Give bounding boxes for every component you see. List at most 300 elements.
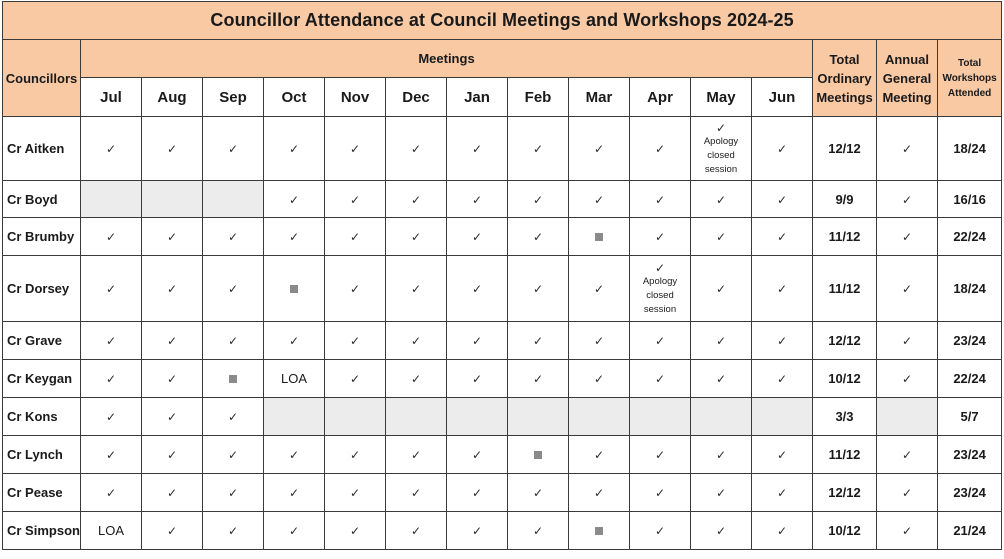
attended-cell: [569, 436, 630, 474]
month-header-dec: Dec: [386, 78, 447, 117]
table-title: Councillor Attendance at Council Meetings and Workshops 2024-25: [3, 2, 1002, 40]
month-header-jul: Jul: [81, 78, 142, 117]
apology-cell: [691, 117, 752, 181]
tick-icon: ✓: [654, 486, 666, 500]
attended-cell: [264, 117, 325, 181]
attended-cell: [203, 398, 264, 436]
tick-icon: ✓: [532, 334, 544, 348]
tick-icon: ✓: [166, 334, 178, 348]
attended-cell: [508, 322, 569, 360]
attended-cell: [203, 117, 264, 181]
tick-icon: ✓: [532, 486, 544, 500]
tick-icon: ✓: [715, 448, 727, 462]
councillor-name: Cr Aitken: [3, 117, 81, 181]
attended-cell: [325, 117, 386, 181]
tick-icon: ✓: [532, 230, 544, 244]
tick-icon: ✓: [901, 192, 913, 207]
tick-icon: ✓: [227, 448, 239, 462]
tick-icon: ✓: [901, 282, 913, 296]
table-row: [3, 117, 1002, 181]
absent-icon: [229, 375, 237, 383]
attended-cell: [386, 256, 447, 322]
total-ordinary-value: 12/12: [813, 322, 877, 360]
table-row: [3, 322, 1002, 360]
tick-icon: ✓: [105, 334, 117, 348]
attended-cell: [386, 181, 447, 218]
agm-cell: [877, 117, 938, 181]
attended-cell: [386, 117, 447, 181]
attended-cell: [142, 360, 203, 398]
table-row: [3, 360, 1002, 398]
tick-icon: ✓: [776, 486, 788, 500]
tick-icon: ✓: [471, 486, 483, 500]
absent-icon: [595, 233, 603, 241]
attended-cell: [81, 117, 142, 181]
tick-icon: ✓: [166, 230, 178, 244]
councillor-name: Cr Lynch: [3, 436, 81, 474]
attended-cell: [142, 398, 203, 436]
attended-cell: [630, 117, 691, 181]
tick-icon: ✓: [166, 486, 178, 500]
tick-icon: ✓: [471, 372, 483, 386]
attended-cell: [203, 218, 264, 256]
attended-cell: [447, 360, 508, 398]
tick-icon: ✓: [654, 142, 666, 156]
tick-icon: ✓: [654, 372, 666, 386]
tick-icon: ✓: [593, 334, 605, 348]
not-applicable-cell: [81, 181, 142, 218]
agm-cell: [877, 512, 938, 550]
councillor-name: Cr Keygan: [3, 360, 81, 398]
tick-icon: ✓: [901, 142, 913, 156]
total-workshops-value: 23/24: [938, 322, 1002, 360]
attended-cell: [630, 360, 691, 398]
attended-cell: [325, 474, 386, 512]
total-workshops-value: 18/24: [938, 117, 1002, 181]
tick-icon: ✓: [166, 372, 178, 386]
attended-cell: [81, 322, 142, 360]
tick-icon: ✓: [654, 192, 666, 207]
attended-cell: [386, 512, 447, 550]
tick-icon: ✓: [715, 120, 727, 135]
total-workshops-value: 22/24: [938, 360, 1002, 398]
tick-icon: ✓: [715, 372, 727, 386]
tick-icon: ✓: [288, 230, 300, 244]
councillor-name: Cr Pease: [3, 474, 81, 512]
tick-icon: ✓: [471, 448, 483, 462]
tick-icon: ✓: [410, 524, 422, 538]
absent-cell: [203, 360, 264, 398]
tick-icon: ✓: [715, 486, 727, 500]
attended-cell: [447, 181, 508, 218]
tick-icon: ✓: [288, 486, 300, 500]
attended-cell: [264, 474, 325, 512]
attended-cell: [691, 512, 752, 550]
apology-cell: [630, 256, 691, 322]
attended-cell: [264, 436, 325, 474]
tick-icon: ✓: [776, 192, 788, 207]
attended-cell: [81, 218, 142, 256]
tick-icon: ✓: [349, 230, 361, 244]
attended-cell: [325, 360, 386, 398]
attended-cell: [142, 474, 203, 512]
tick-icon: ✓: [776, 142, 788, 156]
attendance-table-wrapper: [2, 1, 1001, 557]
not-applicable-cell: [447, 398, 508, 436]
attended-cell: [508, 512, 569, 550]
absent-icon: [290, 285, 298, 293]
attended-cell: [325, 218, 386, 256]
tick-icon: ✓: [105, 372, 117, 386]
tick-icon: ✓: [654, 334, 666, 348]
total-ordinary-value: 10/12: [813, 512, 877, 550]
not-applicable-cell: [630, 398, 691, 436]
attended-cell: [325, 256, 386, 322]
tick-icon: ✓: [593, 372, 605, 386]
attended-cell: [569, 117, 630, 181]
total-ordinary-value: 11/12: [813, 436, 877, 474]
tick-icon: ✓: [715, 230, 727, 244]
tick-icon: ✓: [349, 448, 361, 462]
apology-note: Apology closed session: [642, 275, 678, 315]
attended-cell: [81, 398, 142, 436]
tick-icon: ✓: [288, 142, 300, 156]
tick-icon: ✓: [593, 142, 605, 156]
attended-cell: [630, 474, 691, 512]
tick-icon: ✓: [901, 486, 913, 500]
attended-cell: [203, 512, 264, 550]
tick-icon: ✓: [105, 410, 117, 424]
tick-icon: ✓: [288, 448, 300, 462]
attended-cell: [447, 322, 508, 360]
tick-icon: ✓: [105, 486, 117, 500]
attended-cell: [447, 474, 508, 512]
attended-cell: [142, 436, 203, 474]
tick-icon: ✓: [776, 372, 788, 386]
attended-cell: [691, 436, 752, 474]
attended-cell: [142, 218, 203, 256]
attended-cell: [752, 512, 813, 550]
agm-header: Annual General Meeting: [877, 40, 938, 117]
tick-icon: ✓: [410, 372, 422, 386]
attended-cell: [203, 474, 264, 512]
total-workshops-value: 5/7: [938, 398, 1002, 436]
tick-icon: ✓: [410, 334, 422, 348]
total-ordinary-value: 3/3: [813, 398, 877, 436]
attended-cell: [630, 181, 691, 218]
agm-cell: [877, 256, 938, 322]
tick-icon: ✓: [166, 448, 178, 462]
attended-cell: [325, 512, 386, 550]
tick-icon: ✓: [349, 524, 361, 538]
leave-of-absence-cell: [81, 512, 142, 550]
attended-cell: [386, 474, 447, 512]
total-ordinary-value: 9/9: [813, 181, 877, 218]
total-workshops-value: 18/24: [938, 256, 1002, 322]
councillor-name: Cr Brumby: [3, 218, 81, 256]
month-header-jun: Jun: [752, 78, 813, 117]
attended-cell: [81, 360, 142, 398]
month-header-mar: Mar: [569, 78, 630, 117]
not-applicable-cell: [203, 181, 264, 218]
tick-icon: ✓: [715, 282, 727, 296]
tick-icon: ✓: [901, 334, 913, 348]
councillor-name: Cr Kons: [3, 398, 81, 436]
councillor-name: Cr Dorsey: [3, 256, 81, 322]
loa-label: LOA: [97, 523, 124, 538]
tick-icon: ✓: [471, 524, 483, 538]
tick-icon: ✓: [776, 334, 788, 348]
tick-icon: ✓: [532, 142, 544, 156]
tick-icon: ✓: [471, 282, 483, 296]
agm-cell: [877, 322, 938, 360]
agm-cell: [877, 218, 938, 256]
attended-cell: [630, 322, 691, 360]
tick-icon: ✓: [227, 230, 239, 244]
tick-icon: ✓: [349, 334, 361, 348]
not-applicable-cell: [569, 398, 630, 436]
agm-cell: [877, 181, 938, 218]
month-header-jan: Jan: [447, 78, 508, 117]
attended-cell: [81, 474, 142, 512]
tick-icon: ✓: [349, 486, 361, 500]
attended-cell: [203, 436, 264, 474]
tick-icon: ✓: [654, 524, 666, 538]
absent-icon: [595, 527, 603, 535]
tick-icon: ✓: [349, 282, 361, 296]
table-row: [3, 474, 1002, 512]
leave-of-absence-cell: [264, 360, 325, 398]
tick-icon: ✓: [901, 524, 913, 538]
agm-not-applicable: [877, 398, 938, 436]
attended-cell: [508, 256, 569, 322]
tick-icon: ✓: [349, 372, 361, 386]
agm-cell: [877, 360, 938, 398]
tick-icon: ✓: [288, 192, 300, 207]
agm-cell: [877, 474, 938, 512]
total-workshops-header: Total Workshops Attended: [938, 40, 1002, 117]
total-ordinary-value: 12/12: [813, 117, 877, 181]
attended-cell: [447, 117, 508, 181]
attended-cell: [264, 322, 325, 360]
attended-cell: [264, 181, 325, 218]
tick-icon: ✓: [227, 142, 239, 156]
total-workshops-value: 16/16: [938, 181, 1002, 218]
not-applicable-cell: [386, 398, 447, 436]
tick-icon: ✓: [227, 282, 239, 296]
councillor-name: Cr Simpson: [3, 512, 81, 550]
tick-icon: ✓: [532, 282, 544, 296]
tick-icon: ✓: [593, 192, 605, 207]
absent-icon: [534, 451, 542, 459]
attended-cell: [691, 181, 752, 218]
tick-icon: ✓: [654, 260, 666, 275]
total-workshops-value: 22/24: [938, 218, 1002, 256]
tick-icon: ✓: [105, 282, 117, 296]
tick-icon: ✓: [654, 230, 666, 244]
absent-cell: [264, 256, 325, 322]
attended-cell: [752, 360, 813, 398]
tick-icon: ✓: [654, 448, 666, 462]
attended-cell: [142, 117, 203, 181]
attended-cell: [752, 117, 813, 181]
attended-cell: [447, 218, 508, 256]
attended-cell: [264, 218, 325, 256]
tick-icon: ✓: [532, 192, 544, 207]
tick-icon: ✓: [593, 486, 605, 500]
not-applicable-cell: [264, 398, 325, 436]
tick-icon: ✓: [410, 142, 422, 156]
attended-cell: [203, 256, 264, 322]
month-header-oct: Oct: [264, 78, 325, 117]
tick-icon: ✓: [288, 334, 300, 348]
attended-cell: [81, 436, 142, 474]
table-row: [3, 218, 1002, 256]
tick-icon: ✓: [901, 448, 913, 462]
attended-cell: [447, 256, 508, 322]
attended-cell: [752, 474, 813, 512]
total-ordinary-value: 10/12: [813, 360, 877, 398]
table-row: [3, 398, 1002, 436]
tick-icon: ✓: [410, 192, 422, 207]
attended-cell: [447, 436, 508, 474]
total-workshops-value: 23/24: [938, 474, 1002, 512]
attended-cell: [142, 512, 203, 550]
tick-icon: ✓: [105, 142, 117, 156]
attended-cell: [630, 512, 691, 550]
tick-icon: ✓: [776, 448, 788, 462]
month-header-may: May: [691, 78, 752, 117]
total-ordinary-value: 11/12: [813, 218, 877, 256]
tick-icon: ✓: [166, 282, 178, 296]
loa-label: LOA: [280, 371, 307, 386]
tick-icon: ✓: [227, 410, 239, 424]
table-row: [3, 181, 1002, 218]
tick-icon: ✓: [715, 524, 727, 538]
tick-icon: ✓: [471, 334, 483, 348]
tick-icon: ✓: [166, 410, 178, 424]
tick-icon: ✓: [471, 142, 483, 156]
attended-cell: [508, 474, 569, 512]
attended-cell: [325, 322, 386, 360]
absent-cell: [508, 436, 569, 474]
attended-cell: [264, 512, 325, 550]
councillor-name: Cr Boyd: [3, 181, 81, 218]
table-row: [3, 436, 1002, 474]
tick-icon: ✓: [105, 448, 117, 462]
absent-cell: [569, 512, 630, 550]
attended-cell: [569, 181, 630, 218]
not-applicable-cell: [691, 398, 752, 436]
month-header-sep: Sep: [203, 78, 264, 117]
not-applicable-cell: [508, 398, 569, 436]
total-workshops-value: 23/24: [938, 436, 1002, 474]
tick-icon: ✓: [901, 230, 913, 244]
tick-icon: ✓: [901, 372, 913, 386]
attended-cell: [142, 256, 203, 322]
tick-icon: ✓: [532, 372, 544, 386]
attended-cell: [569, 360, 630, 398]
not-applicable-cell: [325, 398, 386, 436]
tick-icon: ✓: [776, 524, 788, 538]
attended-cell: [752, 181, 813, 218]
attended-cell: [569, 474, 630, 512]
attended-cell: [386, 436, 447, 474]
councillor-name: Cr Grave: [3, 322, 81, 360]
tick-icon: ✓: [227, 334, 239, 348]
tick-icon: ✓: [715, 334, 727, 348]
attended-cell: [386, 218, 447, 256]
attended-cell: [752, 218, 813, 256]
not-applicable-cell: [142, 181, 203, 218]
attended-cell: [569, 256, 630, 322]
table-row: [3, 256, 1002, 322]
attended-cell: [447, 512, 508, 550]
attended-cell: [325, 181, 386, 218]
tick-icon: ✓: [349, 192, 361, 207]
tick-icon: ✓: [410, 448, 422, 462]
attended-cell: [752, 436, 813, 474]
attended-cell: [691, 256, 752, 322]
attended-cell: [203, 322, 264, 360]
attended-cell: [81, 256, 142, 322]
not-applicable-cell: [752, 398, 813, 436]
tick-icon: ✓: [471, 192, 483, 207]
month-header-feb: Feb: [508, 78, 569, 117]
attendance-body: [3, 117, 1002, 550]
month-header-nov: Nov: [325, 78, 386, 117]
tick-icon: ✓: [410, 282, 422, 296]
total-ordinary-value: 11/12: [813, 256, 877, 322]
tick-icon: ✓: [776, 230, 788, 244]
meetings-header: Meetings: [81, 40, 813, 78]
month-header-apr: Apr: [630, 78, 691, 117]
month-header-aug: Aug: [142, 78, 203, 117]
absent-cell: [569, 218, 630, 256]
total-ordinary-header: Total Ordinary Meetings: [813, 40, 877, 117]
tick-icon: ✓: [166, 142, 178, 156]
attended-cell: [691, 322, 752, 360]
councillors-header: Councillors: [3, 40, 81, 117]
tick-icon: ✓: [227, 524, 239, 538]
attended-cell: [691, 218, 752, 256]
tick-icon: ✓: [593, 282, 605, 296]
attended-cell: [508, 181, 569, 218]
tick-icon: ✓: [410, 230, 422, 244]
tick-icon: ✓: [593, 448, 605, 462]
attended-cell: [630, 436, 691, 474]
attended-cell: [691, 474, 752, 512]
tick-icon: ✓: [105, 230, 117, 244]
attended-cell: [752, 256, 813, 322]
attended-cell: [569, 322, 630, 360]
attended-cell: [508, 218, 569, 256]
table-row: [3, 512, 1002, 550]
tick-icon: ✓: [532, 524, 544, 538]
attended-cell: [325, 436, 386, 474]
tick-icon: ✓: [288, 524, 300, 538]
attended-cell: [142, 322, 203, 360]
attended-cell: [508, 117, 569, 181]
tick-icon: ✓: [776, 282, 788, 296]
apology-note: Apology closed session: [703, 135, 739, 175]
tick-icon: ✓: [471, 230, 483, 244]
tick-icon: ✓: [410, 486, 422, 500]
attendance-table: [2, 1, 1002, 550]
attended-cell: [752, 322, 813, 360]
attended-cell: [386, 360, 447, 398]
tick-icon: ✓: [227, 486, 239, 500]
